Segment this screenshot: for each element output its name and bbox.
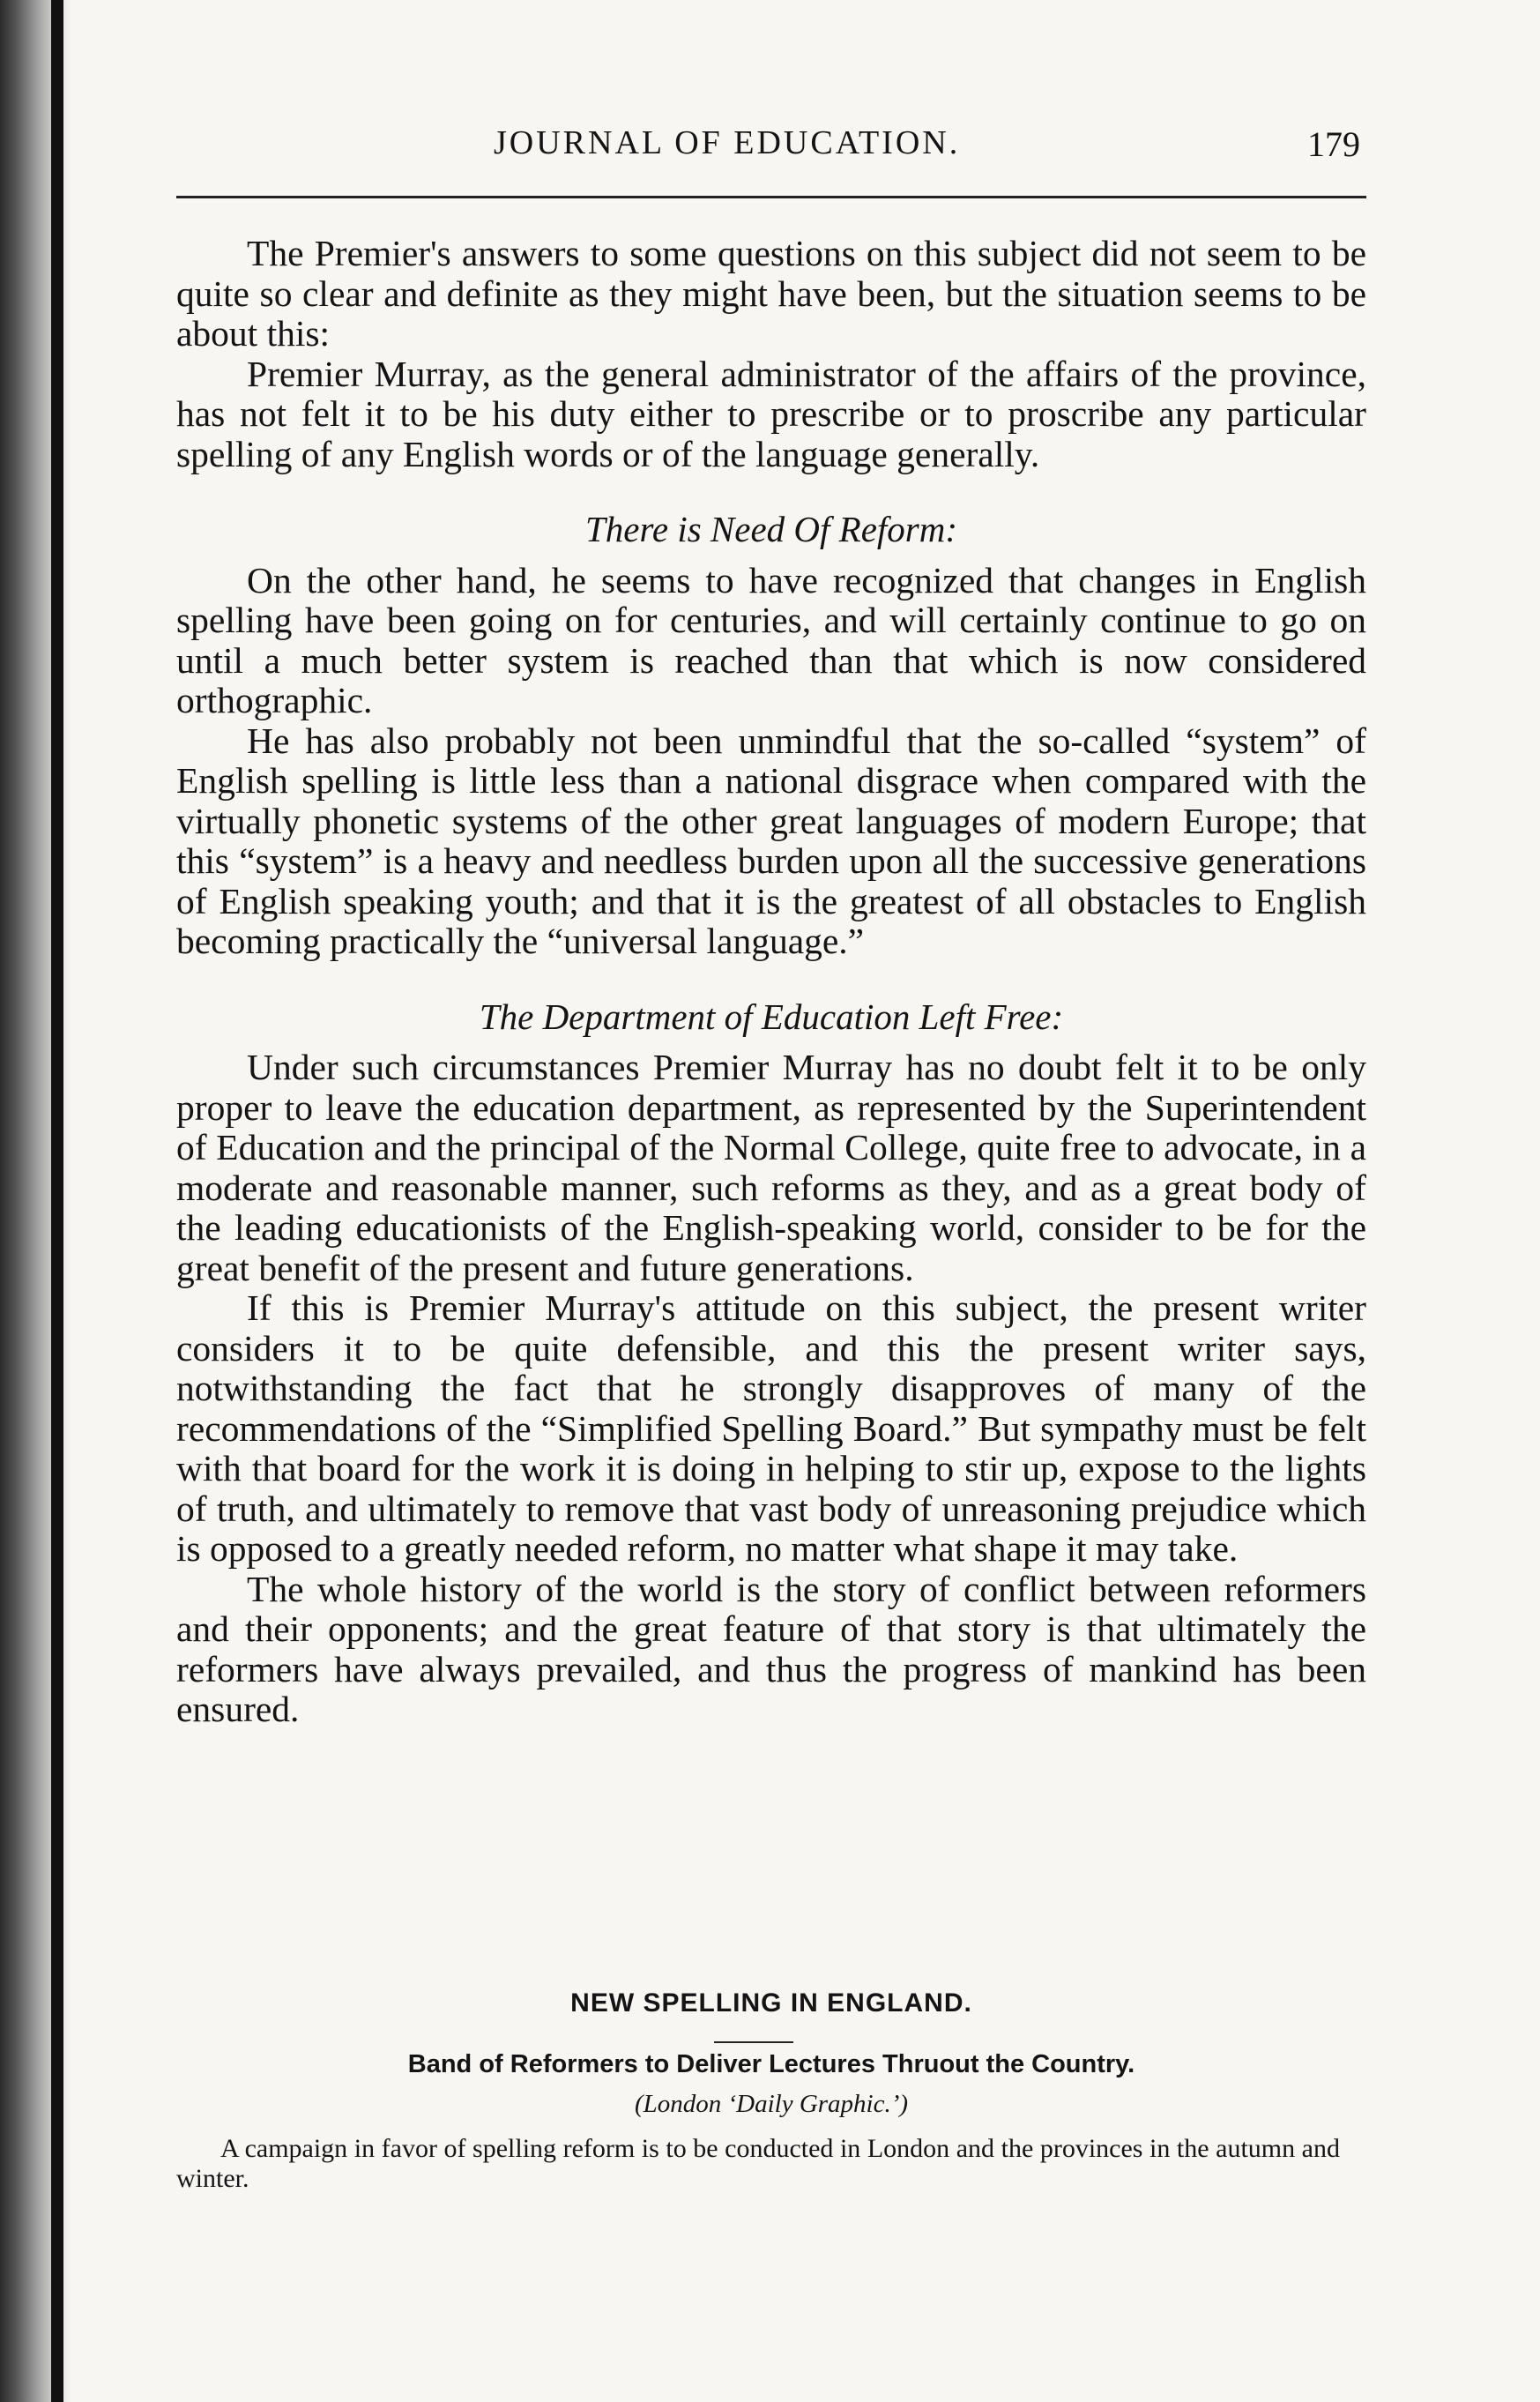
paragraph: The whole history of the world is the story of conflict between reformers and their opponents; and the great feature of that story is that ultimately the reformers have always prevailed, and thus the progress of mankind has been ensured. xyxy=(176,1568,1366,1729)
paragraph: He has also probably not been unmindful that the so-called “system” of English spelling is little less than a national disgrace when compared with the virtually phonetic systems of the other great languages of modern Europe; that this “system” is a heavy and needless burden upon all the successive generations of English speaking youth; and that it is the greatest of all obstacles to English becoming practically the “universal language.” xyxy=(176,720,1366,961)
article-lead: A campaign in favor of spelling reform is to be conducted in London and the provinces in the autumn and winter. xyxy=(176,2134,1340,2193)
running-head: JOURNAL OF EDUCATION. xyxy=(494,124,961,161)
article-title: NEW SPELLING IN ENGLAND. xyxy=(570,1988,972,2018)
header-rule xyxy=(176,196,1366,202)
body-text xyxy=(176,234,1366,1730)
paragraph: Under such circumstances Premier Murray has no doubt felt it to be only proper to leave the education department, as represented by the Superintendent of Education and the principal of the Normal College, quite free to advocate, in a moderate and reasonable manner, such reforms as they, and as a great body of the leading educationists of the English-speaking world, consider to be for the great benefit of the present and future generations. xyxy=(176,1047,1366,1288)
paragraph: The Premier's answers to some questions on this subject did not seem to be quite so clear and definite as they might have been, but the situation seems to be about this: xyxy=(176,233,1366,354)
section-heading: The Department of Education Left Free: xyxy=(479,996,1064,1037)
article-subtitle: Band of Reformers to Deliver Lectures Thruout the Country. xyxy=(407,2050,1135,2078)
section-heading: There is Need Of Reform: xyxy=(584,509,958,549)
page-header xyxy=(0,123,1540,176)
paragraph: If this is Premier Murray's attitude on this subject, the present writer considers it to be quite defensible, and this the present writer says, notwithstanding the fact that he strongly disapproves of many of the recommendations of the “Simplified Spelling Board.” But sympathy must be felt with that board for the work it is doing in helping to stir up, expose to the lights of truth, and ultimately to remove that vast body of unreasoning prejudice which is opposed to a greatly needed reform, no matter what shape it may take. xyxy=(176,1287,1366,1569)
binding-rule xyxy=(51,0,63,2402)
paragraph: Premier Murray, as the general administrator of the affairs of the province, has not felt it to be his duty either to prescribe or to proscribe any particular spelling of any English words or of the language generally. xyxy=(176,353,1366,474)
article-source: (London ‘Daily Graphic.’) xyxy=(634,2090,909,2118)
paragraph: On the other hand, he seems to have recognized that changes in English spelling have been going on for centuries, and will certainly continue to go on until a much better system is reached than that which is now considered orthographic. xyxy=(176,559,1366,720)
article-rule xyxy=(714,2041,793,2043)
page-number: 179 xyxy=(1307,124,1360,164)
